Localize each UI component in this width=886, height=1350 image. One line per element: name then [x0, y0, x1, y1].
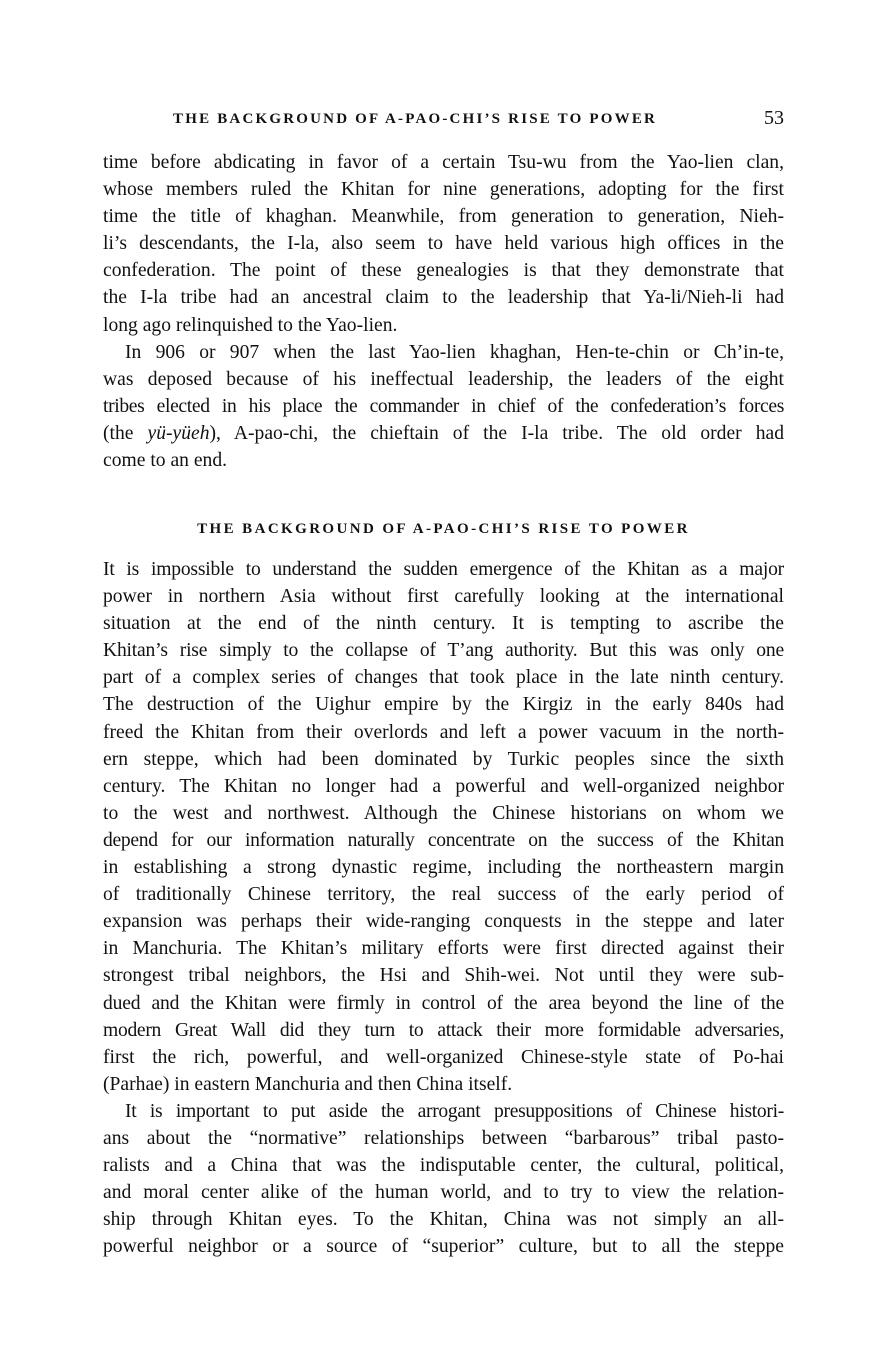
text-line: strongest tribal neighbors, the Hsi and Shih-wei. Not until they were sub- — [103, 965, 784, 987]
section-heading: THE BACKGROUND OF A-PAO-CHI’S RISE TO POWER — [197, 521, 690, 537]
text-line: whose members ruled the Khitan for nine generations, adopting for the first — [103, 179, 784, 201]
text-line: and moral center alike of the human world, and to try to view the relation- — [103, 1182, 784, 1204]
text-line-with-italic — [103, 420, 784, 447]
italic-term: yü-yüeh — [147, 423, 210, 445]
text-fragment: (the — [103, 423, 148, 445]
paragraph-4 — [103, 1098, 784, 1261]
text-line: come to an end. — [103, 450, 228, 472]
text-fragment: ), A-pao-chi, the chieftain of the I-la tribe. The old order had — [209, 423, 784, 445]
text-line: It is impossible to understand the sudden emergence of the Khitan as a major — [103, 559, 784, 580]
text-line: confederation. The point of these genealogies is that they demonstrate that — [103, 260, 784, 282]
paragraph-3 — [103, 556, 784, 1098]
text-line: li’s descendants, the I-la, also seem to have held various high offices in the — [103, 233, 784, 255]
text-line: Khitan’s rise simply to the collapse of T’ang authority. But this was only one — [103, 640, 784, 662]
text-line: to the west and northwest. Although the Chinese historians on whom we — [103, 802, 784, 824]
text-line: time before abdicating in favor of a certain Tsu-wu from the Yao-lien clan, — [103, 152, 784, 173]
text-line: modern Great Wall did they turn to attack their more formidable adversaries, — [103, 1019, 784, 1041]
text-line: The destruction of the Uighur empire by the Kirgiz in the early 840s had — [103, 694, 784, 716]
text-line: power in northern Asia without first carefully looking at the international — [103, 586, 784, 608]
text-line: expansion was perhaps their wide-ranging conquests in the steppe and later — [103, 911, 784, 933]
running-head-title: THE BACKGROUND OF A-PAO-CHI’S RISE TO POWER — [173, 111, 658, 127]
text-line: freed the Khitan from their overlords and left a power vacuum in the north- — [103, 721, 784, 743]
text-line: long ago relinquished to the Yao-lien. — [103, 314, 398, 336]
text-line: first the rich, powerful, and well-organized Chinese-style state of Po-hai — [103, 1046, 784, 1068]
text-line: ans about the “normative” relationships between “barbarous” tribal pasto- — [103, 1128, 784, 1150]
running-head — [173, 109, 784, 133]
text-line: in Manchuria. The Khitan’s military efforts were first directed against their — [103, 938, 784, 960]
text-line: in establishing a strong dynastic regime, including the northeastern margin — [103, 857, 784, 879]
text-line: In 906 or 907 when the last Yao-lien khaghan, Hen-te-chin or Ch’in-te, — [125, 342, 784, 363]
page-number: 53 — [764, 107, 784, 129]
paragraph-2 — [103, 339, 784, 474]
text-line: of traditionally Chinese territory, the real success of the early period of — [103, 884, 784, 906]
text-line: (Parhae) in eastern Manchuria and then China itself. — [103, 1073, 513, 1095]
text-line: was deposed because of his ineffectual leadership, the leaders of the eight — [103, 369, 784, 391]
text-line: ship through Khitan eyes. To the Khitan, China was not simply an all- — [103, 1209, 784, 1231]
text-line: ern steppe, which had been dominated by Turkic peoples since the sixth — [103, 748, 784, 770]
text-line: tribes elected in his place the commander in chief of the confederation’s forces — [103, 396, 784, 418]
text-line: ralists and a China that was the indisputable center, the cultural, political, — [103, 1155, 784, 1177]
text-line: depend for our information naturally concentrate on the success of the Khitan — [103, 829, 784, 851]
text-line: It is important to put aside the arrogant presuppositions of Chinese histori- — [125, 1101, 784, 1122]
text-line: the I-la tribe had an ancestral claim to the leadership that Ya-li/Nieh-li had — [103, 287, 784, 309]
text-line: situation at the end of the ninth century. It is tempting to ascribe the — [103, 613, 784, 635]
text-line: dued and the Khitan were firmly in control of the area beyond the line of the — [103, 992, 784, 1014]
paragraph-1 — [103, 149, 784, 339]
text-line: part of a complex series of changes that took place in the late ninth century. — [103, 667, 784, 689]
text-line: powerful neighbor or a source of “superior” culture, but to all the steppe — [103, 1236, 784, 1258]
text-line: century. The Khitan no longer had a powerful and well-organized neighbor — [103, 775, 784, 797]
text-line: time the title of khaghan. Meanwhile, from generation to generation, Nieh- — [103, 206, 784, 228]
